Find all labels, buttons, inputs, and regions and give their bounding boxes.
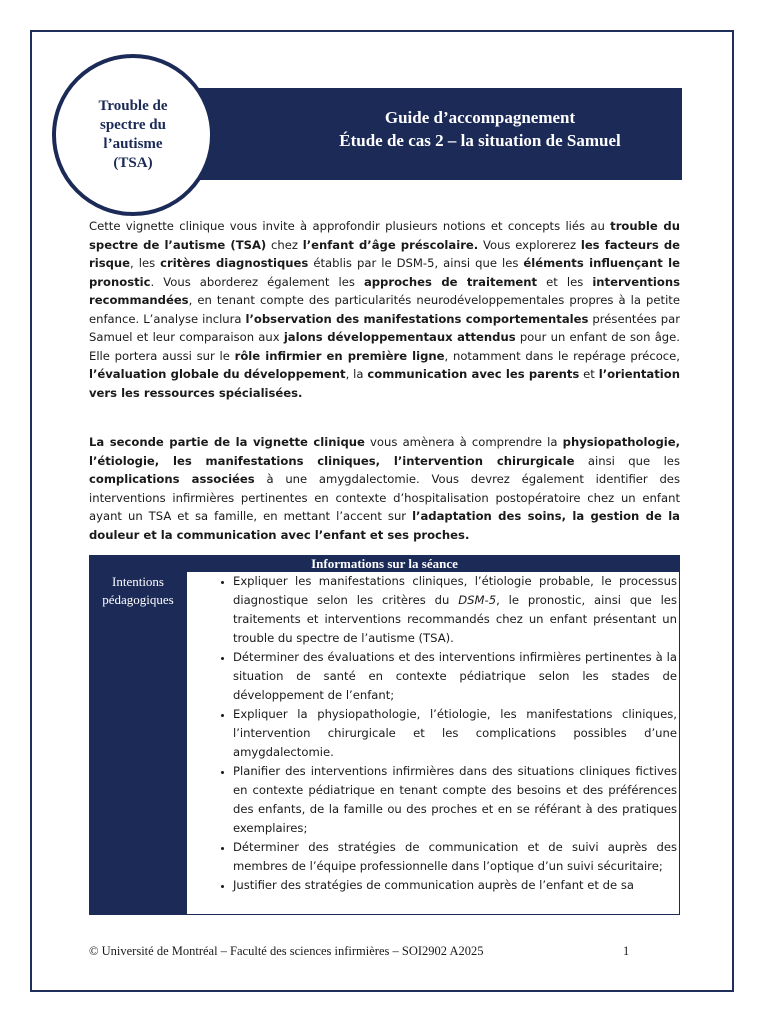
- title-banner: [150, 88, 682, 180]
- paragraph-text: à une amygdalectomie. Vous devrez également identifier des interventions infirmières pertinentes en contexte d’hospitalisation postopératoire chez un enfant ayant un TSA et sa famille, en mettant l’accent sur: [89, 472, 680, 523]
- emphasized-text: rôle infirmier en première ligne: [234, 348, 445, 363]
- objective-item: [233, 838, 677, 876]
- emphasized-text: éléments influençant le pronostic: [89, 256, 680, 289]
- emphasized-text: l’adaptation des soins, la gestion de la douleur et la communication avec l’enfant et ses proches.: [89, 509, 680, 542]
- footer-copyright: © Université de Montréal – Faculté des sciences infirmières – SOI2902 A2025: [89, 944, 484, 958]
- paragraph-text: et: [579, 367, 599, 381]
- session-table-header: Informations sur la séance: [90, 556, 679, 572]
- objective-item: [233, 705, 677, 762]
- paragraph-text: pour un enfant de son âge. Elle portera aussi sur le: [89, 330, 680, 363]
- emphasized-text: l’enfant d’âge préscolaire.: [302, 237, 479, 252]
- learning-intentions-label: [90, 572, 186, 914]
- paragraph-text: Cette vignette clinique vous invite à approfondir plusieurs notions et concepts liés au: [89, 219, 611, 233]
- objective-text: Expliquer la physiopathologie, l’étiologie, les manifestations cliniques, l’intervention chirurgicale et les complications possibles d’une amygdalectomie.: [233, 707, 677, 759]
- document-subtitle: Étude de cas 2 – la situation de Samuel: [339, 131, 621, 150]
- page-number: 1: [623, 944, 630, 958]
- document-title: Guide d’accompagnement: [384, 108, 576, 127]
- session-table-body: [90, 572, 679, 914]
- emphasized-text: jalons développementaux attendus: [283, 330, 516, 344]
- paragraph-text: , la: [345, 367, 368, 381]
- objective-item: [233, 876, 677, 895]
- emphasized-text: communication avec les parents: [367, 367, 580, 381]
- paragraph-text: , notamment dans le repérage précoce,: [444, 348, 680, 363]
- emphasized-text: approches de traitement: [363, 274, 538, 289]
- paragraph-text: ainsi que les: [574, 453, 680, 468]
- emphasized-text: trouble du spectre de l’autisme (TSA): [89, 219, 680, 252]
- emphasized-text: l’observation des manifestations comportementales: [245, 311, 589, 326]
- objective-text: Planifier des interventions infirmières dans des situations cliniques fictives en contexte pédiatrique en tenant compte des besoins et des préférences des enfants, de la famille ou des proches et en se référant à des pratiques exemplaires;: [233, 764, 677, 835]
- emphasized-text: interventions recommandées: [89, 274, 680, 307]
- paragraph-text: vous amènera à comprendre la: [364, 435, 563, 449]
- topic-line: l’autisme: [103, 136, 163, 152]
- paragraph-text: , en tenant compte des particularités neurodéveloppementales propres à la petite enfance. L’analyse inclura: [89, 293, 680, 326]
- intro-paragraph: [89, 217, 680, 402]
- paragraph-text: . Vous aborderez également les: [150, 274, 364, 289]
- objective-item: [233, 572, 677, 648]
- emphasized-text: La seconde partie de la vignette clinique: [89, 435, 365, 449]
- label-line: Intentions: [112, 574, 164, 589]
- learning-objectives-list: [186, 572, 679, 914]
- topic-line: spectre du: [100, 117, 166, 133]
- objective-text: Déterminer des évaluations et des interventions infirmières pertinentes à la situation de santé en contexte pédiatrique selon les stades de développement de l’enfant;: [233, 650, 677, 702]
- objective-item: [233, 648, 677, 705]
- emphasized-text: l’évaluation globale du développement: [89, 367, 346, 381]
- paragraph-text: , les: [130, 256, 161, 270]
- objective-text: Justifier des stratégies de communication auprès de l’enfant et de sa: [233, 878, 634, 892]
- objective-text: , le pronostic, ainsi que les traitements et interventions recommandés chez un enfant présentant un trouble du spectre de l’autisme (TSA).: [233, 593, 677, 645]
- topic-line: Trouble de: [98, 98, 168, 114]
- objective-italic-text: DSM-5: [458, 593, 497, 607]
- emphasized-text: l’orientation vers les ressources spécialisées.: [89, 367, 680, 400]
- objective-text: Expliquer les manifestations cliniques, l’étiologie probable, le processus diagnostique selon les critères du: [233, 574, 677, 607]
- emphasized-text: complications associées: [89, 472, 255, 486]
- topic-line: (TSA): [113, 155, 153, 171]
- paragraph-text: établis par le DSM-5, ainsi que les: [308, 256, 524, 270]
- topic-badge: [52, 54, 214, 216]
- session-info-table: [89, 555, 680, 915]
- objective-text: Déterminer des stratégies de communication et de suivi auprès des membres de l’équipe professionnelle dans l’optique d’un suivi sécuritaire;: [233, 840, 677, 873]
- intro-paragraph-second-part: [89, 433, 680, 544]
- label-line: pédagogiques: [102, 592, 174, 607]
- emphasized-text: physiopathologie, l’étiologie, les manifestations cliniques, l’intervention chirurgicale: [89, 435, 680, 468]
- emphasized-text: les facteurs de risque: [89, 237, 680, 270]
- paragraph-text: Vous explorerez: [478, 237, 581, 252]
- paragraph-text: et les: [537, 274, 593, 289]
- paragraph-text: présentées par Samuel et leur comparaison aux: [89, 311, 680, 344]
- emphasized-text: critères diagnostiques: [160, 256, 309, 270]
- paragraph-text: chez: [266, 237, 303, 252]
- objective-item: [233, 762, 677, 838]
